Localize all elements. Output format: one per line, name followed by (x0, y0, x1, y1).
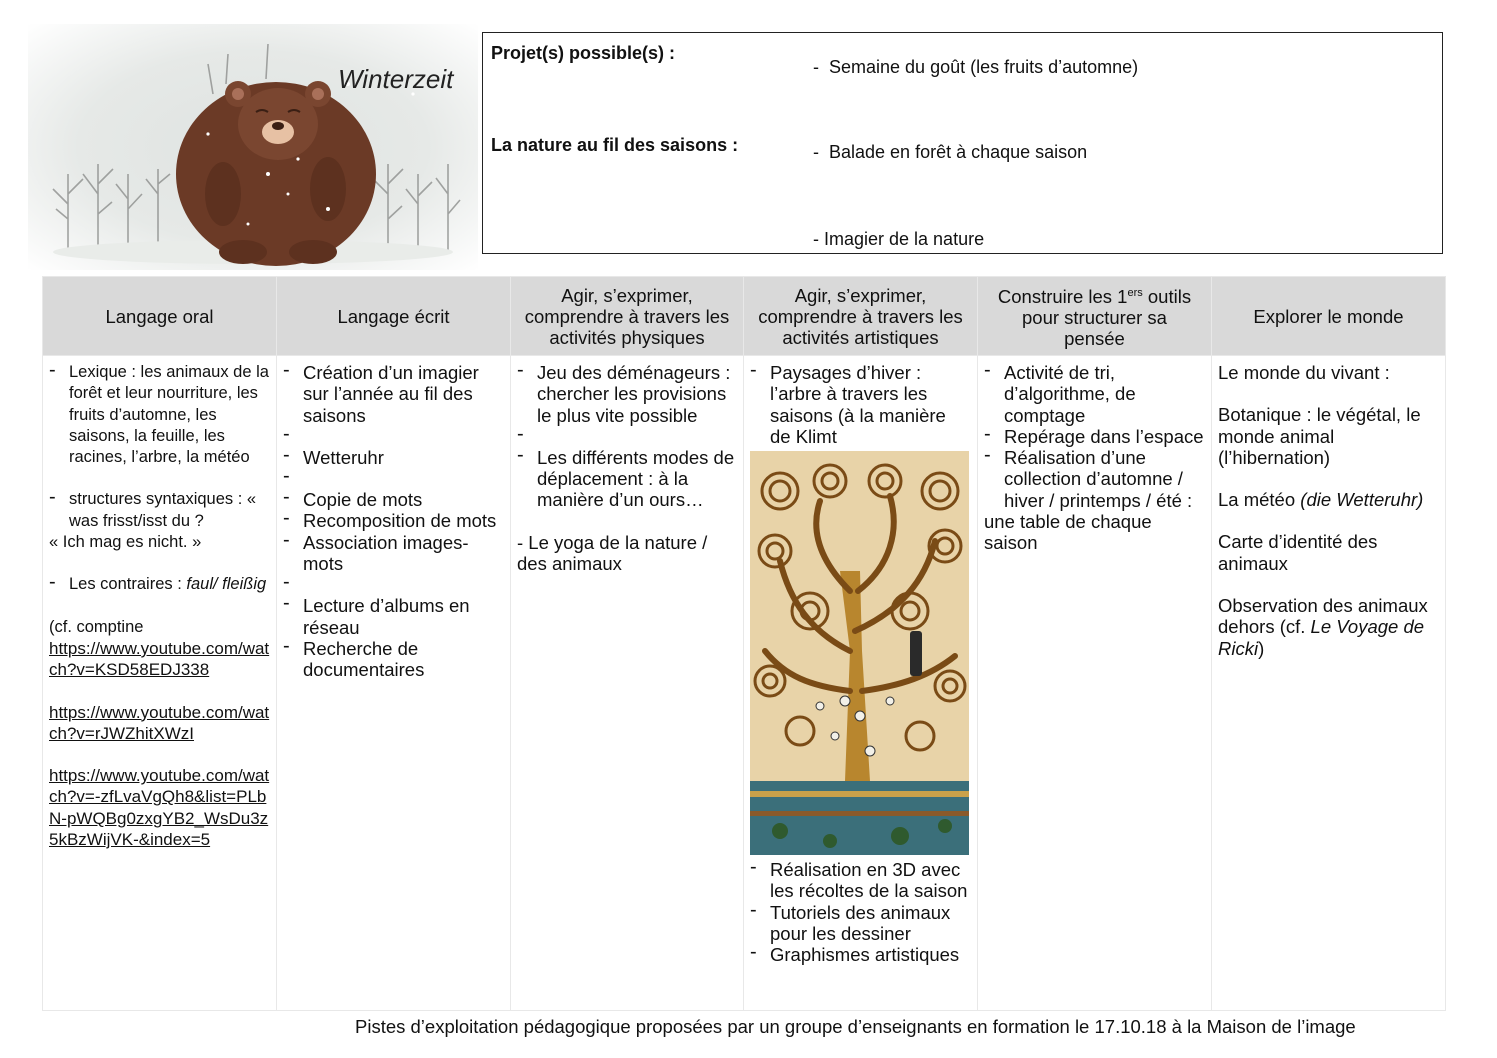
list-item: - Recomposition de mots (283, 510, 504, 531)
youtube-link-1[interactable]: https://www.youtube.com/watch?v=KSD58EDJ338 (49, 638, 270, 680)
youtube-link-2[interactable]: https://www.youtube.com/watch?v=rJWZhitXWzI (49, 702, 270, 743)
list-item: - Recherche de documentaires (283, 638, 504, 681)
paragraph: Le monde du vivant : (1218, 362, 1390, 383)
klimt-tree-image (750, 451, 969, 855)
header-explorer-monde: Explorer le monde (1212, 277, 1446, 356)
comptine-note: (cf. comptine (49, 617, 144, 636)
list-item: - Réalisation en 3D avec les récoltes de la saison (750, 859, 971, 902)
list-item: - Association images-mots (283, 532, 504, 575)
header-activites-artistiques: Agir, s’exprimer, comprendre à travers les activités artistiques (744, 277, 978, 356)
project-item-3: - Imagier de la nature (813, 229, 985, 249)
hero-title: Winterzeit (338, 64, 454, 94)
list-item: - structures syntaxiques : « was frisst/isst du ? (49, 489, 270, 532)
list-item: - Réalisation d’une collection d’automne / hiver / printemps / été : (984, 447, 1205, 511)
header-outils-pensee: Construire les 1ers outils pour structurer sa pensée (978, 277, 1212, 356)
list-item: - Graphismes artistiques (750, 944, 971, 965)
table-content-row (43, 356, 1446, 1011)
paragraph: La météo (die Wetteruhr) (1218, 489, 1424, 511)
cell-activites-artistiques (744, 356, 978, 1011)
list-item: - Paysages d’hiver : l’arbre à travers les saisons (à la manière de Klimt (750, 362, 971, 447)
winter-forest-illustration (28, 24, 478, 270)
hero-illustration (28, 24, 478, 270)
list-item: - Création d’un imagier sur l’année au fil des saisons (283, 362, 504, 426)
youtube-link-3[interactable]: https://www.youtube.com/watch?v=-zfLvaVgQh8&list=PLbN-pWQBg0zxgYB2_WsDu3z5kBzWijVK-&index=5 (49, 766, 270, 850)
cell-activites-physiques (511, 356, 744, 1011)
cell-langage-ecrit (277, 356, 511, 1011)
season-table-item: une table de chaque saison (984, 511, 1152, 554)
cell-langage-oral (43, 356, 277, 1011)
header-langage-ecrit: Langage écrit (277, 277, 511, 356)
klimt-tree-of-life-icon (750, 451, 969, 855)
table-header-row (43, 277, 1446, 356)
project-item-1: - Semaine du goût (les fruits d’automne) (813, 57, 1139, 77)
list-item: - Jeu des déménageurs : chercher les provisions le plus vite possible (517, 362, 737, 426)
paragraph: Botanique : le végétal, le monde animal (l’hibernation) (1218, 404, 1421, 468)
header-activites-physiques: Agir, s’exprimer, comprendre à travers les activités physiques (511, 277, 744, 356)
cell-outils-pensee (978, 356, 1212, 1011)
domains-table (42, 276, 1446, 1011)
list-item: - Les contraires : faul/ fleißig (49, 574, 270, 595)
list-item: - Wetteruhr (283, 447, 504, 468)
paragraph: Carte d’identité des animaux (1218, 531, 1378, 574)
paragraph: Observation des animaux dehors (cf. Le Voyage de Ricki) (1218, 595, 1428, 659)
list-item: - Lexique : les animaux de la forêt et leur nourriture, les fruits d’automne, les saisons, la feuille, les racines, l’arbre, la météo (49, 362, 270, 468)
projects-box (482, 32, 1443, 254)
list-item: - Lecture d’albums en réseau (283, 595, 504, 638)
header-langage-oral: Langage oral (43, 277, 277, 356)
project-item-2: - Balade en forêt à chaque saison (813, 142, 1088, 162)
list-item: - Copie de mots (283, 489, 504, 510)
list-item: - Repérage dans l’espace (984, 426, 1205, 447)
cell-explorer-monde (1212, 356, 1446, 1011)
list-item: - Activité de tri, d’algorithme, de comptage (984, 362, 1205, 426)
list-item: - Les différents modes de déplacement : à la manière d’un ours… (517, 447, 737, 511)
list-item: - Tutoriels des animaux pour les dessiner (750, 902, 971, 945)
yoga-item: - Le yoga de la nature / des animaux (517, 531, 708, 575)
phrase: « Ich mag es nicht. » (49, 533, 202, 552)
footer-note: Pistes d’exploitation pédagogique proposées par un groupe d’enseignants en formation le 17.10.18 à la Maison de l’image (355, 1016, 1356, 1037)
seasons-label: La nature au fil des saisons : (491, 135, 739, 155)
projects-label: Projet(s) possible(s) : (491, 43, 676, 63)
